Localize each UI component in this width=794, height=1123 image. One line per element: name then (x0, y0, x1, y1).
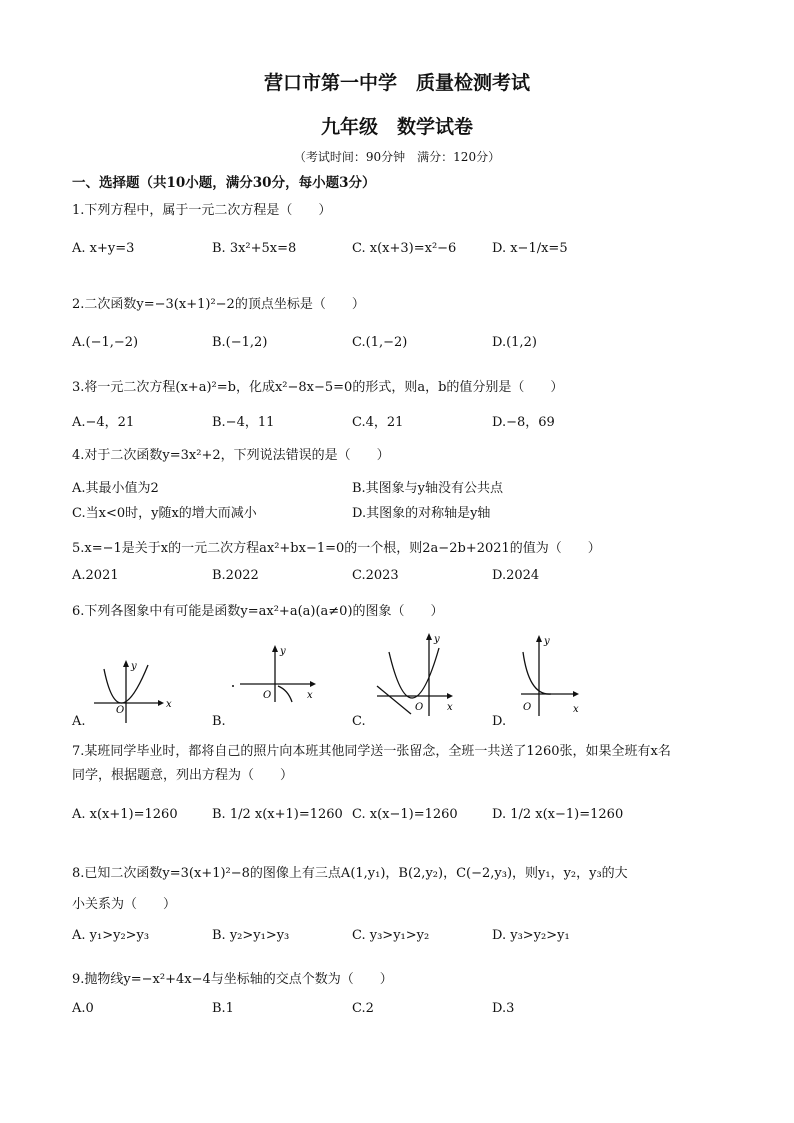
question-5-option-a: A.2021 (72, 568, 119, 583)
question-4-option-c: C.当x<0时，y随x的增大而减小 (72, 506, 257, 521)
question-9-stem: 9.抛物线y=−x²+4x−4与坐标轴的交点个数为（ ） (72, 972, 393, 987)
question-3-option-b: B.−4，11 (212, 415, 275, 430)
question-4-option-b: B.其图象与y轴没有公共点 (352, 481, 504, 496)
question-6-option-b: B. (212, 714, 226, 729)
question-7-option-d: D. 1/2 x(x−1)=1260 (492, 807, 624, 822)
question-3-option-d: D.−8，69 (492, 415, 555, 430)
question-9-option-d: D.3 (492, 1001, 515, 1016)
question-6-option-a: A. (72, 714, 86, 729)
graph-c-origin: O (415, 702, 424, 713)
question-8-option-c: C. y₃>y₁>y₂ (352, 928, 430, 943)
question-7-option-c: C. x(x−1)=1260 (352, 807, 458, 822)
question-1-option-b: B. 3x²+5x=8 (212, 241, 297, 256)
question-9-option-b: B.1 (212, 1001, 234, 1016)
question-8-option-b: B. y₂>y₁>y₃ (212, 928, 290, 943)
graph-option-c (375, 628, 465, 720)
graph-a-origin: O (116, 705, 125, 716)
question-7-option-a: A. x(x+1)=1260 (72, 807, 178, 822)
question-2-option-c: C.(1,−2) (352, 335, 408, 350)
question-3-option-a: A.−4，21 (72, 415, 135, 430)
graph-d-origin: O (523, 702, 532, 713)
question-7-stem-line2: 同学，根据题意，列出方程为（ ） (72, 768, 294, 783)
exam-subtitle: 九年级 数学试卷 (320, 116, 473, 138)
question-5-option-c: C.2023 (352, 568, 399, 583)
question-8-option-d: D. y₃>y₂>y₁ (492, 928, 570, 943)
question-8-stem-line1: 8.已知二次函数y=3(x+1)²−8的图像上有三点A(1,y₁)，B(2,y₂)，C(−2,y₃)，则y₁，y₂，y₃的大 (72, 866, 628, 881)
question-2-option-d: D.(1,2) (492, 335, 537, 350)
question-4-option-a: A.其最小值为2 (72, 481, 159, 496)
question-5-stem: 5.x=−1是关于x的一元二次方程ax²+bx−1=0的一个根，则2a−2b+2021的值为（ ） (72, 541, 601, 556)
question-1-option-d: D. x−1/x=5 (492, 241, 568, 256)
question-1-stem: 1.下列方程中，属于一元二次方程是（ ） (72, 203, 332, 218)
question-3-stem: 3.将一元二次方程(x+a)²=b，化成x²−8x−5=0的形式，则a，b的值分别是（ ） (72, 380, 564, 395)
question-6-stem: 6.下列各图象中有可能是函数y=ax²+a(a)(a≠0)的图象（ ） (72, 604, 444, 619)
exam-info: （考试时间：90分钟 满分：120分） (293, 150, 501, 164)
question-4-stem: 4.对于二次函数y=3x²+2，下列说法错误的是（ ） (72, 448, 390, 463)
question-7-stem-line1: 7.某班同学毕业时，都将自己的照片向本班其他同学送一张留念，全班一共送了1260张，如果全班有x名 (72, 744, 671, 759)
question-1-option-a: A. x+y=3 (72, 241, 135, 256)
question-5-option-d: D.2024 (492, 568, 540, 583)
graph-option-b (230, 640, 325, 710)
graph-d-y-label: y (544, 636, 550, 647)
question-8-stem-line2: 小关系为（ ） (72, 897, 177, 912)
question-2-option-a: A.(−1,−2) (72, 335, 139, 350)
question-7-option-b: B. 1/2 x(x+1)=1260 (212, 807, 343, 822)
graph-d-x-label: x (573, 704, 579, 715)
graph-c-y-label: y (434, 634, 440, 645)
question-6-option-d: D. (492, 714, 507, 729)
graph-option-d (515, 630, 595, 720)
graph-a-y-label: y (131, 661, 137, 672)
graph-b-x-label: x (307, 690, 313, 701)
question-3-option-c: C.4，21 (352, 415, 404, 430)
graph-option-a (92, 655, 172, 725)
graph-b-origin: O (263, 690, 272, 701)
question-9-option-a: A.0 (72, 1001, 94, 1016)
question-6-option-c: C. (352, 714, 366, 729)
graph-c-x-label: x (447, 702, 453, 713)
graph-b-y-label: y (280, 646, 286, 657)
question-5-option-b: B.2022 (212, 568, 259, 583)
question-1-option-c: C. x(x+3)=x²−6 (352, 241, 457, 256)
question-8-option-a: A. y₁>y₂>y₃ (72, 928, 150, 943)
question-9-option-c: C.2 (352, 1001, 374, 1016)
question-4-option-d: D.其图象的对称轴是y轴 (352, 506, 491, 521)
question-2-option-b: B.(−1,2) (212, 335, 268, 350)
exam-title: 营口市第一中学 质量检测考试 (263, 72, 530, 94)
question-2-stem: 2.二次函数y=−3(x+1)²−2的顶点坐标是（ ） (72, 297, 365, 312)
graph-a-x-label: x (166, 699, 172, 710)
section-heading: 一、选择题（共10小题，满分30分，每小题3分） (72, 175, 376, 191)
